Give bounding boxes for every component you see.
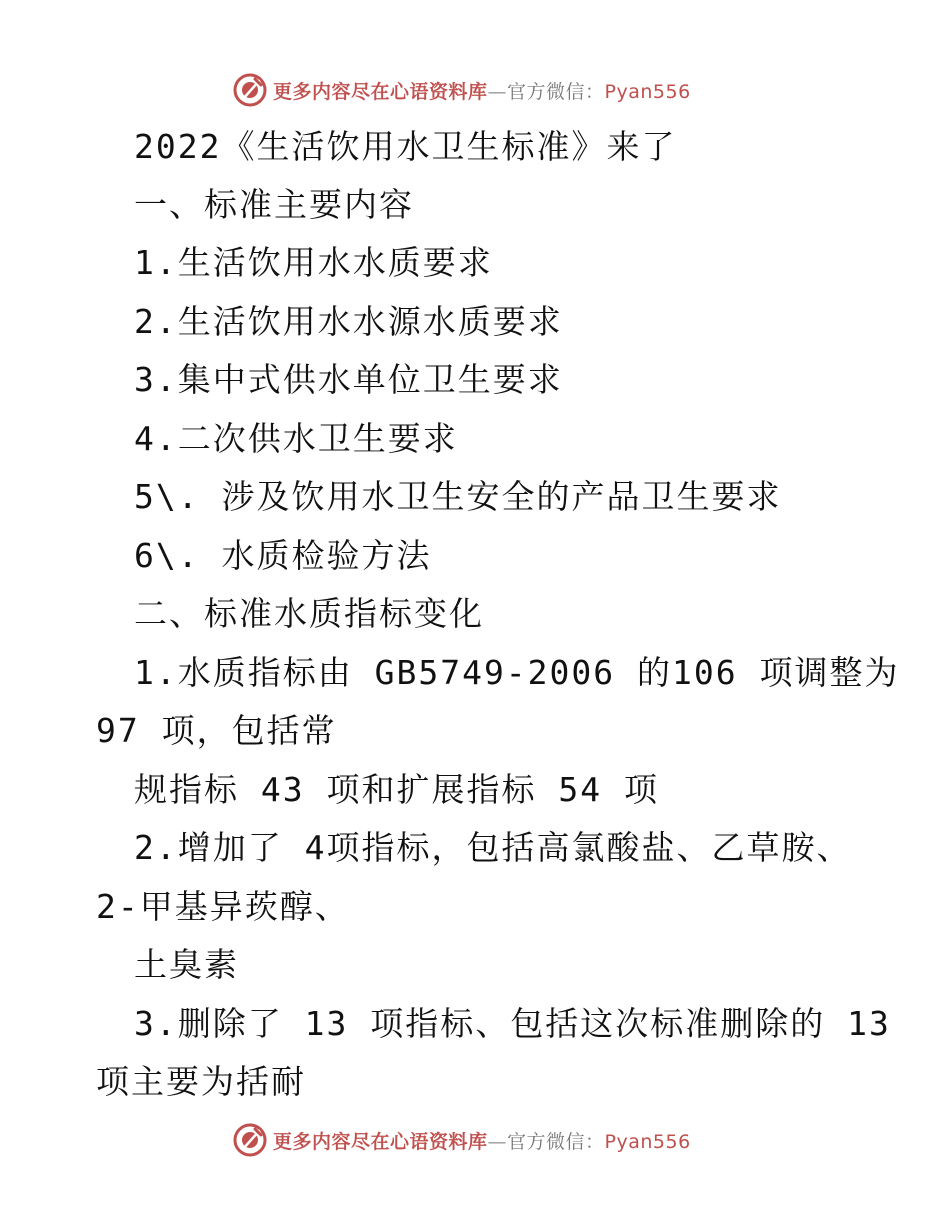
- footer-watermark: [233, 1122, 691, 1158]
- list-item: 6\. 水质检验方法: [134, 536, 432, 575]
- watermark-separator: —: [487, 80, 508, 103]
- paragraph-line: 规指标 43 项和扩展指标 54 项: [134, 770, 659, 809]
- watermark-wechat-id: Pyan556: [604, 80, 691, 103]
- brand-logo-icon: [233, 1123, 267, 1157]
- section-heading-content: 一、标准主要内容: [134, 185, 414, 224]
- list-item: 5\. 涉及饮用水卫生安全的产品卫生要求: [134, 477, 782, 516]
- watermark-separator: —: [487, 1130, 508, 1153]
- paragraph-line: 97 项，包括常: [96, 711, 337, 750]
- paragraph-line: 项主要为括耐: [96, 1062, 306, 1101]
- paragraph-line: 2-甲基异莰醇、: [96, 887, 350, 926]
- watermark-text: [273, 1127, 691, 1154]
- watermark-brand: 更多内容尽在心语资料库: [273, 1130, 488, 1153]
- list-item: 2.生活饮用水水源水质要求: [134, 302, 563, 341]
- brand-logo-icon: [233, 73, 267, 107]
- paragraph-line: 3.删除了 13 项指标、包括这次标准删除的 13: [134, 1004, 891, 1043]
- header-watermark: [233, 72, 691, 108]
- watermark-wechat-label: 官方微信：: [507, 80, 605, 103]
- paragraph-line: 土臭素: [134, 945, 239, 984]
- watermark-brand: 更多内容尽在心语资料库: [273, 80, 488, 103]
- paragraph-line: 1.水质指标由 GB5749-2006 的106 项调整为: [134, 653, 900, 692]
- list-item: 1.生活饮用水水质要求: [134, 243, 493, 282]
- watermark-wechat-label: 官方微信：: [507, 1130, 605, 1153]
- section-heading-changes: 二、标准水质指标变化: [134, 594, 484, 633]
- list-item: 3.集中式供水单位卫生要求: [134, 360, 563, 399]
- watermark-wechat-id: Pyan556: [604, 1130, 691, 1153]
- document-title: 2022《生活饮用水卫生标准》来了: [134, 127, 677, 166]
- list-item: 4.二次供水卫生要求: [134, 419, 458, 458]
- watermark-text: [273, 77, 691, 104]
- paragraph-line: 2.增加了 4项指标，包括高氯酸盐、乙草胺、: [134, 828, 852, 867]
